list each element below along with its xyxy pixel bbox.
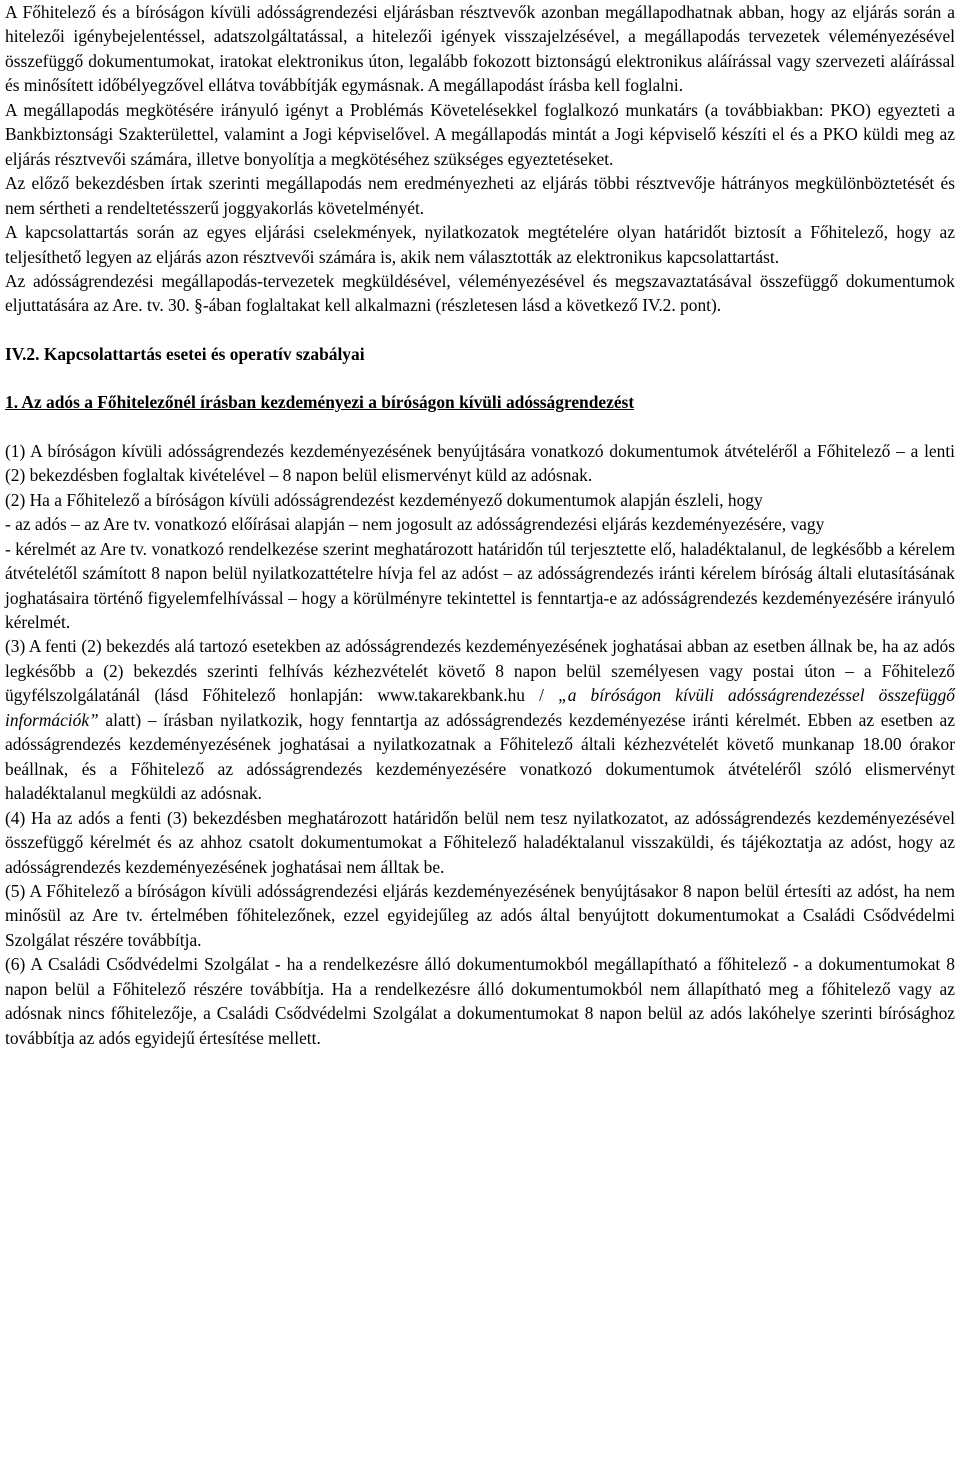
paragraph-pko: A megállapodás megkötésére irányuló igényt a Problémás Követelésekkel foglalkozó munkatárs (a továbbiakban: PKO) egyezteti a Bankbiztonsági Szakterülettel, valamint a Jogi képviselővel. A megállapodás mintát a Jogi képviselő készíti el és a PKO küldi meg az eljárás résztvevői számára, illetve bonyolítja a megkötéséhez szükséges egyeztetéseket. bbox=[5, 99, 955, 169]
paragraph-6: (6) A Családi Csődvédelmi Szolgálat - ha a rendelkezésre álló dokumentumokból megállapítható a főhitelező - a dokumentumokat 8 napon belül a Főhitelező részére továbbítja. Ha a rendelkezésre álló dokumentumokból nem állapítható meg a főhitelező vagy az adósnak nincs főhitelezője, a Családi Csődvédelmi Szolgálat a dokumentumokat 8 napon belül az adós lakóhelye szerinti bírósághoz továbbítja az adós egyidejű értesítése mellett. bbox=[5, 954, 955, 1048]
paragraph-2-item-b: - kérelmét az Are tv. vonatkozó rendelkezése szerint meghatározott határidőn túl terjesztette elő, haladéktalanul, de legkésőbb a kérelem átvételétől számított 8 napon belül nyilatkozattételre hívja fel az adóst – az adósságrendezés iránti kérelem bíróság általi elutasításának joghatásaira történő figyelemfelhívással – hogy a körülményre tekintettel is fenntartja-e az adósságrendezés kezdeményezésére irányuló kérelmét. bbox=[5, 538, 955, 632]
paragraph-3 bbox=[5, 634, 955, 805]
paragraph-1: (1) A bíróságon kívüli adósságrendezés kezdeményezésének benyújtására vonatkozó dokumentumok átvételéről a Főhitelező – a lenti (2) bekezdésben foglaltak kivételével – 8 napon belül elismervényt küld az adósnak. bbox=[5, 440, 955, 486]
paragraph-2: (2) Ha a Főhitelező a bíróságon kívüli adósságrendezést kezdeményező dokumentumok alapján észleli, hogy bbox=[5, 489, 763, 510]
paragraph-3-italic: „a bíróságon kívüli adósságrendezéssel összefüggő információk” bbox=[5, 685, 955, 730]
section-heading: IV.2. Kapcsolattartás esetei és operatív szabályai bbox=[5, 343, 365, 364]
paragraph-4: (4) Ha az adós a fenti (3) bekezdésben meghatározott határidőn belül nem tesz nyilatkozatot, az adósságrendezés kezdeményezésével összefüggő kérelmét és az ahhoz csatolt dokumentumokat a Főhitelező haladéktalanul visszaküldi, és tájékoztatja az adóst, hogy az adósságrendezés kezdeményezésének joghatásai nem álltak be. bbox=[5, 807, 955, 877]
paragraph-deadline: A kapcsolattartás során az egyes eljárási cselekmények, nyilatkozatok megtételére olyan határidőt biztosít a Főhitelező, hogy az teljesíthető legyen az eljárás azon résztvevői számára is, akik nem választották az elektronikus kapcsolattartást. bbox=[5, 222, 955, 267]
sub-heading: 1. Az adós a Főhitelezőnél írásban kezdeményezi a bíróságon kívüli adósságrendezést bbox=[5, 392, 635, 413]
paragraph-agreement: A Főhitelező és a bíróságon kívüli adósságrendezési eljárásban résztvevők azonban megállapodhatnak abban, hogy az eljárás során a hitelezői igénybejelentéssel, adatszolgáltatással, a hitelezői igények visszajelzésével, a megállapodás tervezetek véleményezésével összefüggő dokumentumokat, iratokat elektronikus úton, legalább fokozott biztonságú elektronikus aláírással vagy szervezeti aláírással és minősített időbélyegzővel ellátva továbbítják egymásnak. A megállapodást írásba kell foglalni. bbox=[5, 2, 955, 96]
paragraph-non-discrimination: Az előző bekezdésben írtak szerinti megállapodás nem eredményezheti az eljárás többi résztvevője hátrányos megkülönböztetését és nem sértheti a rendeltetésszerű joggyakorlás követelményét. bbox=[5, 173, 955, 218]
paragraph-are-tv: Az adósságrendezési megállapodás-tervezetek megküldésével, véleményezésével és megszavaztatásával összefüggő dokumentumok eljuttatására az Are. tv. 30. §-ában foglaltakat kell alkalmazni (részletesen lásd a következő IV.2. pont). bbox=[5, 270, 955, 316]
paragraph-2-item-a: - az adós – az Are tv. vonatkozó előírásai alapján – nem jogosult az adósságrendezési eljárás kezdeményezésére, vagy bbox=[5, 514, 825, 535]
spacer bbox=[5, 318, 955, 342]
spacer bbox=[5, 366, 955, 390]
spacer bbox=[5, 415, 955, 439]
paragraph-3-end: alatt) – írásban nyilatkozik, hogy fenntartja az adósságrendezés kezdeményezése iránti kérelmét. Ebben az esetben az adósságrendezés kezdeményezésének joghatásai a nyilatkozatnak a Főhitelező általi kézhezvételét követő munkanap 18.00 órakor beállnak, és a Főhitelező az adósságrendezés kezdeményezésére vonatkozó dokumentumok átvételéről szóló elismervényt haladéktalanul megküldi az adósnak. bbox=[5, 709, 955, 804]
paragraph-5: (5) A Főhitelező a bíróságon kívüli adósságrendezési eljárás kezdeményezésének benyújtásakor 8 napon belül értesíti az adóst, ha nem minősül az Are tv. értelmében főhitelezőnek, ezzel egyidejűleg az adós által benyújtott dokumentumokat a Családi Csődvédelmi Szolgálat részére továbbítja. bbox=[5, 880, 955, 950]
paragraph-3-start: (3) A fenti (2) bekezdés alá tartozó esetekben az adósságrendezés kezdeményezésének joghatásai abban az esetben állnak be, ha az adós legkésőbb a (2) bekezdés szerinti felhívás kézhezvételét követő 8 napon belül személyesen vagy postai úton – a Főhitelező ügyfélszolgálatánál (lásd Főhitelező honlapján: www.takarekbank.hu / bbox=[5, 636, 955, 706]
